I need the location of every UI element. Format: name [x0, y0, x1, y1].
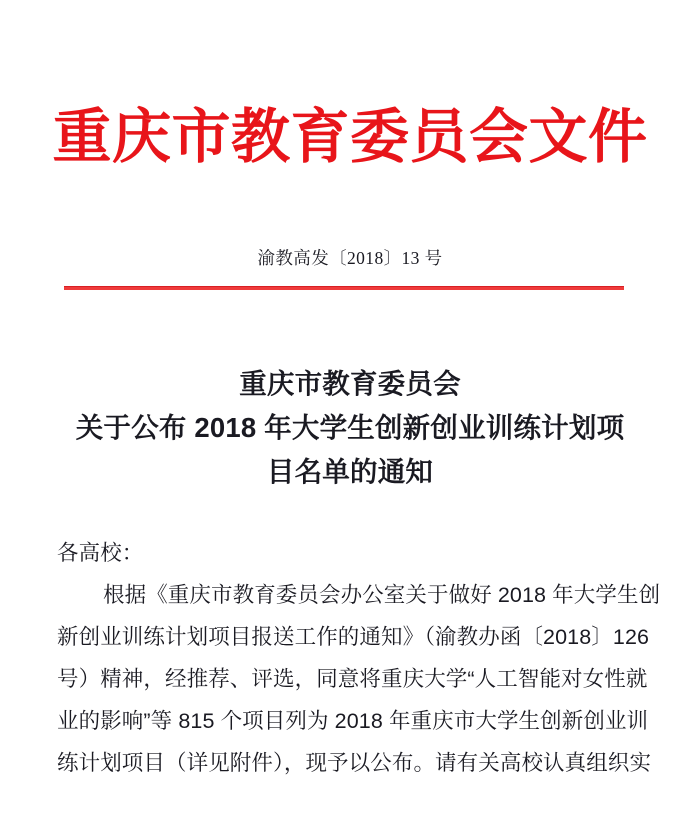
document-masthead: 重庆市教育委员会文件 [52, 102, 648, 171]
body-paragraph-line-2: 新创业训练计划项目报送工作的通知》（渝教办函〔2018〕126 [57, 625, 650, 649]
body-paragraph-line-5: 练计划项目（详见附件），现予以公布。请有关高校认真组织实 [57, 751, 652, 775]
body-paragraph-line-1: 根据《重庆市教育委员会办公室关于做好 2018 年大学生创 [103, 583, 661, 607]
title-line-3: 目名单的通知 [266, 456, 434, 487]
red-separator-rule [64, 286, 624, 290]
document-title [50, 362, 650, 494]
document-serial-number: 渝教高发〔2018〕13 号 [257, 248, 443, 268]
body-paragraph-line-3: 号）精神，经推荐、评选，同意将重庆大学“人工智能对女性就 [57, 667, 648, 691]
salutation: 各高校： [57, 541, 144, 565]
title-line-1: 重庆市教育委员会 [239, 368, 461, 399]
title-line-2: 关于公布 2018 年大学生创新创业训练计划项 [75, 412, 625, 443]
document-body [57, 532, 661, 784]
body-paragraph-line-4: 业的影响”等 815 个项目列为 2018 年重庆市大学生创新创业训 [57, 709, 649, 733]
